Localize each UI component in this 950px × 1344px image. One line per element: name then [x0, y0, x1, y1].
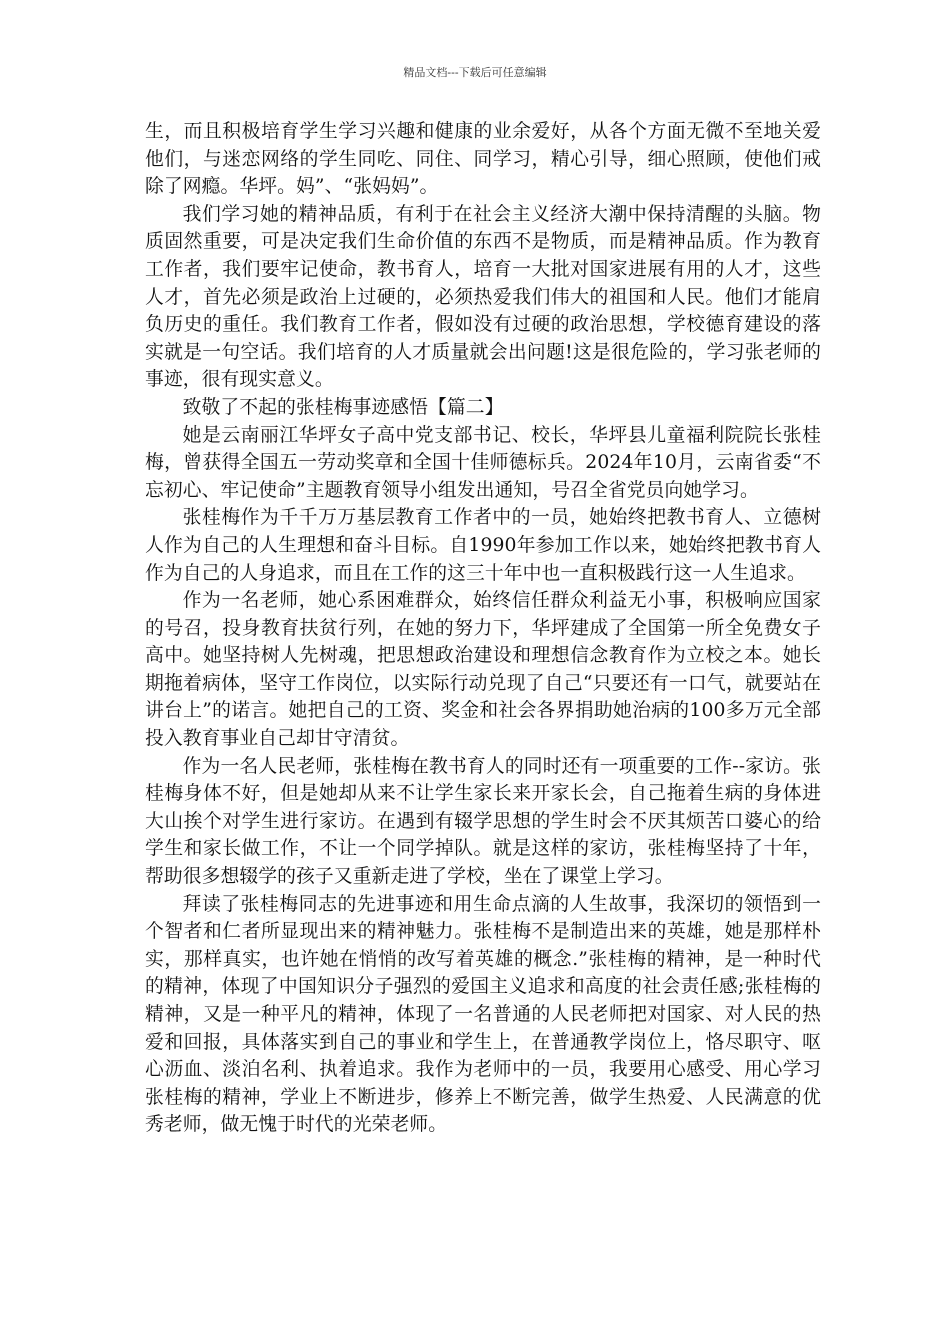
- section-heading: 致敬了不起的张桂梅事迹感悟【篇二】: [182, 396, 504, 418]
- paragraph-career: 张桂梅作为千千万万基层教育工作者中的一员，她始终把教书育人、立德树人作为自己的人生理想和奋斗目标。自1990年参加工作以来，她始终把教书育人作为自己的人身追求，而且在工作的这三十年中也一直积极践行这一人生追求。: [145, 507, 821, 584]
- paragraph-intro: 她是云南丽江华坪女子高中党支部书记、校长，华坪县儿童福利院院长张桂梅，曾获得全国五一劳动奖章和全国十佳师德标兵。2024年10月，云南省委“不忘初心、牢记使命”主题教育领导小组发出通知，号召全省党员向她学习。: [145, 424, 821, 501]
- paragraph-spirit: 我们学习她的精神品质，有利于在社会主义经济大潮中保持清醒的头脑。物质固然重要，可是决定我们生命价值的东西不是物质，而是精神品质。作为教育工作者，我们要牢记使命，教书育人，培育一大批对国家进展有用的人才，这些人才，首先必须是政治上过硬的，必须热爱我们伟大的祖国和人民。他们才能肩负历史的重任。我们教育工作者，假如没有过硬的政治思想，学校德育建设的落实就是一句空话。我们培育的人才质量就会出问题!这是很危险的，学习张老师的事迹，很有现实意义。: [145, 203, 821, 391]
- page-header: 精品文档---下载后可任意编辑: [403, 66, 547, 79]
- paragraph-home-visits: 作为一名人民老师，张桂梅在教书育人的同时还有一项重要的工作--家访。张桂梅身体不好，但是她却从来不让学生家长来开家长会，自己拖着生病的身体进大山挨个对学生进行家访。在遇到有辍学思想的学生时会不厌其烦苦口婆心的给学生和家长做工作，不让一个同学掉队。就是这样的家访，张桂梅坚持了十年，帮助很多想辍学的孩子又重新走进了学校，坐在了课堂上学习。: [145, 755, 821, 888]
- paragraph-reflection: 拜读了张桂梅同志的先进事迹和用生命点滴的人生故事，我深切的领悟到一个智者和仁者所显现出来的精神魅力。张桂梅不是制造出来的英雄，她是那样朴实，那样真实，也许她在悄悄的改写着英雄的概念.”张桂梅的精神，是一种时代的精神，体现了中国知识分子强烈的爱国主义追求和高度的社会责任感;张桂梅的精神，又是一种平凡的精神，体现了一名普通的人民老师把对国家、对人民的热爱和回报，具体落实到自己的事业和学生上，在普通教学岗位上，恪尽职守、呕心沥血、淡泊名利、执着追求。我作为老师中的一员，我要用心感受、用心学习张桂梅的精神，学业上不断进步，修养上不断完善，做学生热爱、人民满意的优秀老师，做无愧于时代的光荣老师。: [145, 893, 821, 1136]
- paragraph-continuation: 生，而且积极培育学生学习兴趣和健康的业余爱好，从各个方面无微不至地关爱他们，与迷恋网络的学生同吃、同住、同学习，精心引导，细心照顾，使他们戒除了网瘾。华坪。妈”、“张妈妈”。: [145, 121, 821, 198]
- paragraph-teacher: 作为一名老师，她心系困难群众，始终信任群众利益无小事，积极响应国家的号召，投身教育扶贫行列，在她的努力下，华坪建成了全国第一所全免费女子高中。她坚持树人先树魂，把思想政治建设和理想信念教育作为立校之本。她长期拖着病体，坚守工作岗位，以实际行动兑现了自己“只要还有一口气，就要站在讲台上”的诺言。她把自己的工资、奖金和社会各界捐助她治病的100多万元全部投入教育事业自己却甘守清贫。: [145, 590, 821, 750]
- document-body: [145, 118, 821, 1139]
